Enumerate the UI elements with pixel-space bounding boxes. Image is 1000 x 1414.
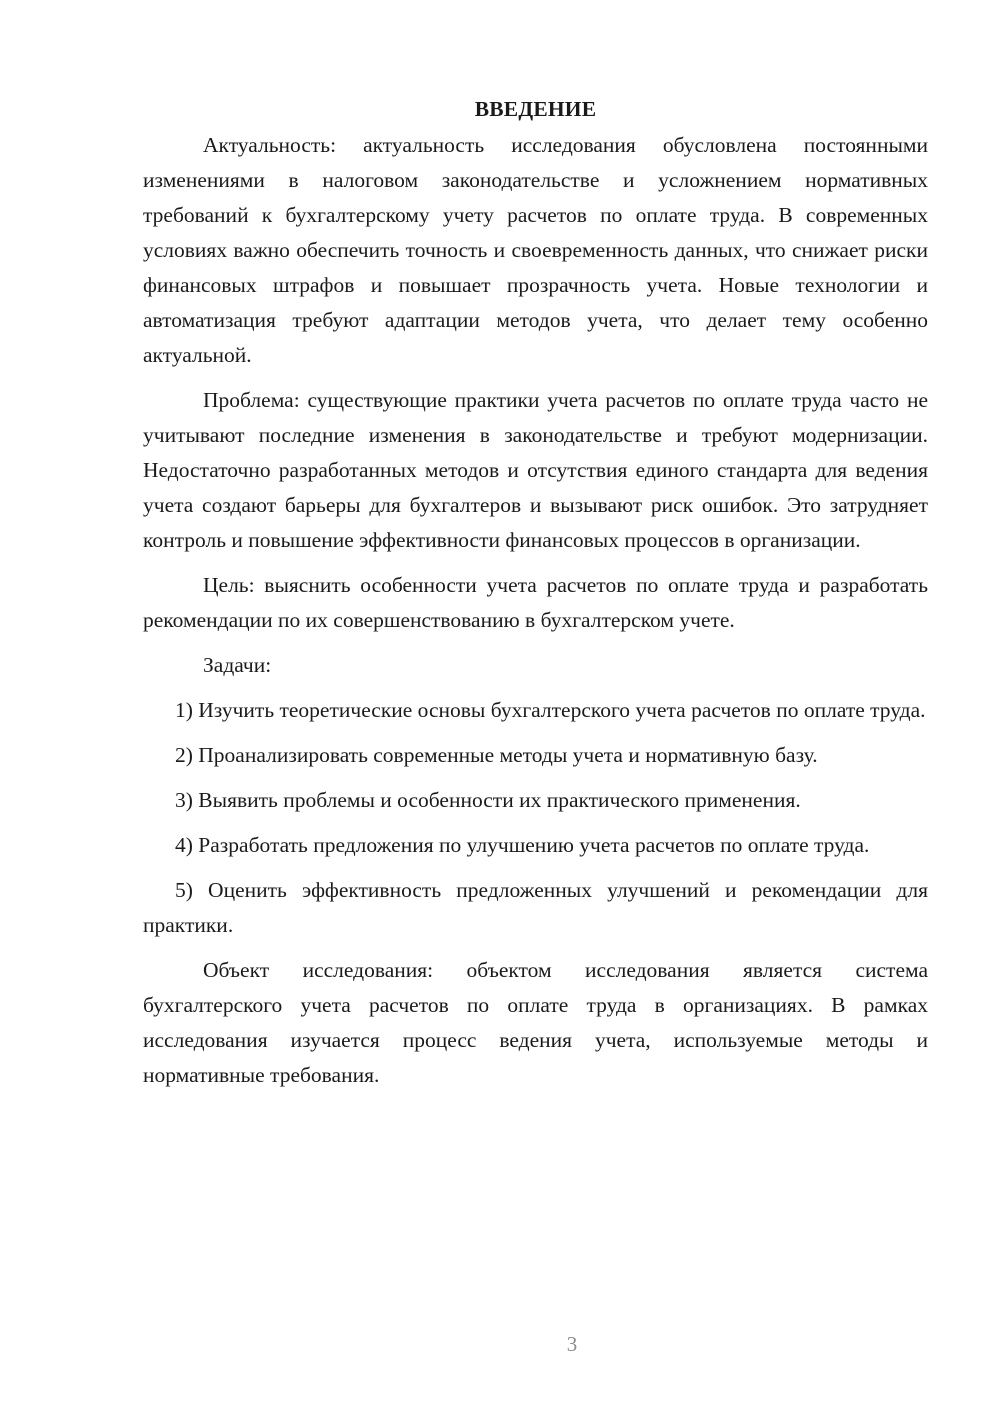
problem-paragraph: Проблема: существующие практики учета расчетов по оплате труда часто не учитывают последние изменения в законодательстве и требуют модернизации. Недостаточно разработанных методов и отсутствия единого стандарта для ведения учета создают барьеры для бухгалтеров и вызывают риск ошибок. Это затрудняет контроль и повышение эффективности финансовых процессов в организации. bbox=[143, 388, 928, 552]
relevance-paragraph: Актуальность: актуальность исследования обусловлена постоянными изменениями в налоговом законодательстве и усложнением нормативных требований к бухгалтерскому учету расчетов по оплате труда. В современных условиях важно обеспечить точность и своевременность данных, что снижает риски финансовых штрафов и повышает прозрачность учета. Новые технологии и автоматизация требуют адаптации методов учета, что делает тему особенно актуальной. bbox=[143, 133, 928, 367]
tasks-heading: Задачи: bbox=[203, 653, 272, 677]
task-item: 4) Разработать предложения по улучшению учета расчетов по оплате труда. bbox=[175, 833, 870, 857]
task-item: 5) Оценить эффективность предложенных улучшений и рекомендации для практики. bbox=[143, 878, 928, 937]
page-content bbox=[143, 92, 928, 1103]
object-paragraph: Объект исследования: объектом исследования является система бухгалтерского учета расчетов по оплате труда в организациях. В рамках исследования изучается процесс ведения учета, используемые методы и нормативные требования. bbox=[143, 958, 928, 1087]
task-item: 1) Изучить теоретические основы бухгалтерского учета расчетов по оплате труда. bbox=[175, 698, 926, 722]
task-item: 3) Выявить проблемы и особенности их практического применения. bbox=[175, 788, 801, 812]
goal-paragraph: Цель: выяснить особенности учета расчетов по оплате труда и разработать рекомендации по их совершенствованию в бухгалтерском учете. bbox=[143, 573, 928, 632]
section-title: ВВЕДЕНИЕ bbox=[474, 97, 597, 121]
task-item: 2) Проанализировать современные методы учета и нормативную базу. bbox=[175, 743, 818, 767]
page-number: 3 bbox=[566, 1332, 578, 1356]
